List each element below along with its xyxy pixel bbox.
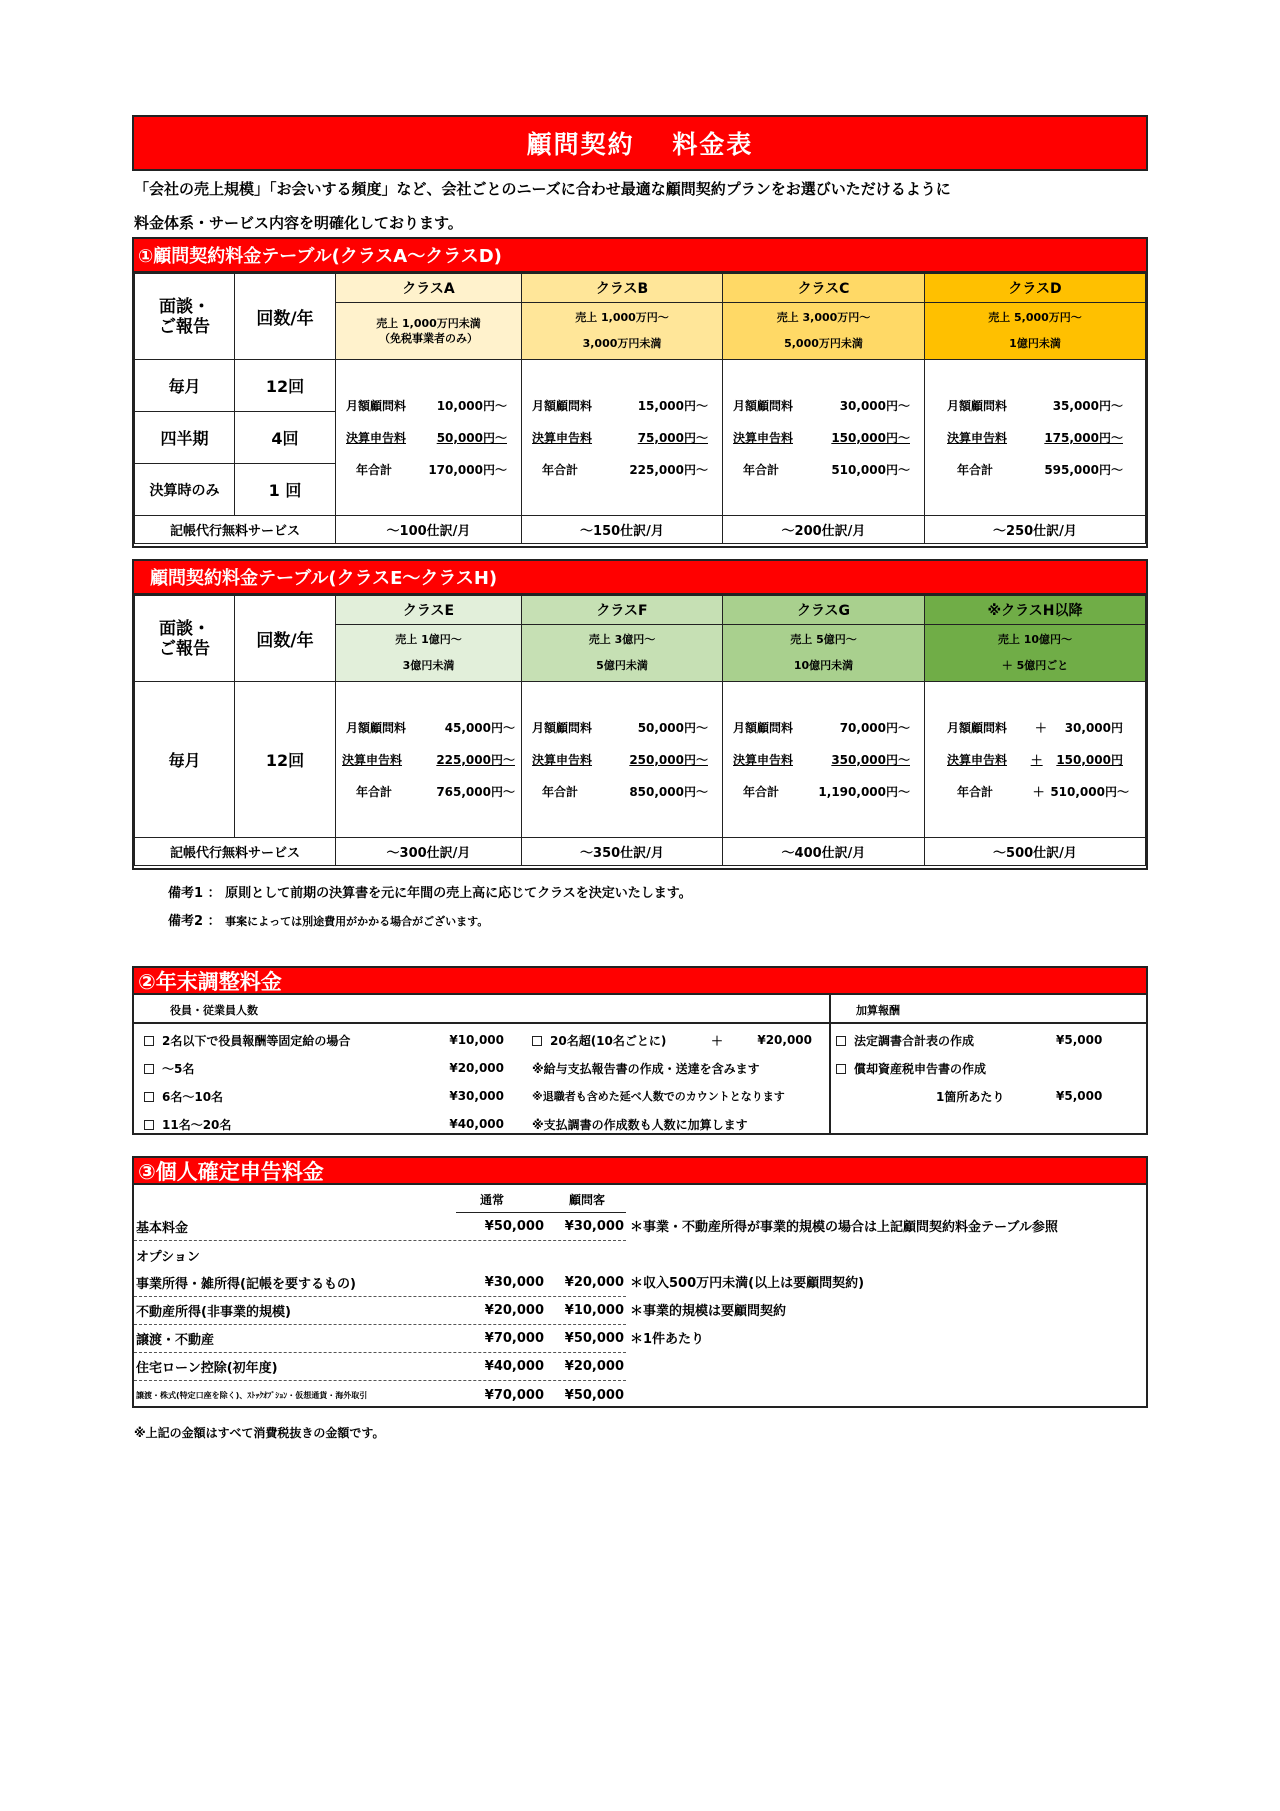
year-end-section [132,966,1148,1135]
class-g-range [723,625,925,682]
class-a-range-1: 売上 1,000万円未満 [376,317,481,330]
row-note: ＊収入500万円未満(以上は要顧問契約) [630,1276,865,1291]
class-f-range-1: 売上 3億円～ [588,633,656,646]
extra-label: 20名超(10名ごとに) [550,1033,667,1048]
row-name: 不動産所得(非事業的規模) [136,1305,291,1320]
annual-total-label: 年合計 [957,462,994,477]
class-g-settlement: 350,000円～ [831,752,910,767]
row-note: ＊1件あたり [630,1332,705,1347]
settlement-fee-label: 決算申告料 [532,430,593,445]
class-a-annual: 170,000円～ [428,462,507,477]
monthly-fee-label: 月額顧問料 [532,398,593,413]
settlement-fee-label: 決算申告料 [342,752,403,767]
individual-header-row [134,1185,1146,1213]
class-f-settlement: 250,000円～ [629,752,708,767]
class-d-settlement: 175,000円～ [1044,430,1123,445]
class-e-range-2: 3億円未満 [402,659,455,672]
individual-row [134,1381,626,1409]
item-price: ¥20,000 [449,1061,504,1075]
annual-total-label: 年合計 [542,462,579,477]
plus-sign: ＋ [1034,720,1047,735]
monthly-fee-label: 月額顧問料 [346,720,407,735]
class-c-prices [723,360,925,516]
row-name: 基本料金 [136,1221,189,1236]
tax-exclusive-note: ※上記の金額はすべて消費税抜きの金額です。 [134,1426,385,1440]
col-meeting-header: 面談・ ご報告 [135,596,235,682]
class-g-service: ～400仕訳/月 [723,838,925,866]
class-h-range-2: ＋ 5億円ごと [1001,659,1069,672]
remark-2 [168,910,488,929]
year-end-note: ※退職者も含めた延べ人数でのカウントとなります [532,1090,785,1103]
class-h-range-1: 売上 10億円～ [997,633,1073,646]
class-e-settlement: 225,000円～ [436,752,515,767]
page-title [132,115,1148,171]
row-client-price: ¥50,000 [564,1387,624,1403]
checkbox-icon[interactable] [836,1064,846,1074]
item-label: 2名以下で役員報酬等固定給の場合 [162,1033,351,1048]
year-end-items [144,1026,824,1138]
fee-table-a-d-title: ①顧問契約料金テーブル(クラスA～クラスD) [134,239,1146,273]
class-b-prices [522,360,723,516]
class-g-range-2: 10億円未満 [793,659,854,672]
freq-monthly-label: 毎月 [135,682,235,838]
class-h-service: ～500仕訳/月 [925,838,1146,866]
item-label: 6名～10名 [162,1089,224,1104]
row-client-price: ¥50,000 [564,1331,624,1346]
additional-label: 償却資産税申告書の作成 [854,1061,987,1076]
class-e-range [336,625,522,682]
intro-line-1: 「会社の売上規模」「お会いする頻度」など、会社ごとのニーズに合わせ最適な顧問契約プランをお選びいただけるように [134,180,951,198]
class-c-range-2: 5,000万円未満 [784,337,863,350]
class-h-annual: 510,000円～ [1050,784,1129,799]
row-client-price: ¥10,000 [564,1303,624,1318]
col-count-header: 回数/年 [235,274,336,360]
item-price: ¥30,000 [449,1089,504,1103]
remark-2-text: 事案によっては別途費用がかかる場合がございます。 [225,915,489,928]
class-e-service: ～300仕訳/月 [336,838,522,866]
class-d-name: クラスD [925,274,1146,303]
year-end-header-row [134,995,1146,1024]
individual-row [134,1325,626,1353]
class-f-name: クラスF [522,596,723,625]
monthly-fee-label: 月額顧問料 [532,720,593,735]
checkbox-icon[interactable] [144,1064,154,1074]
row-normal-price: ¥30,000 [484,1275,544,1290]
class-c-annual: 510,000円～ [831,462,910,477]
class-c-service: ～200仕訳/月 [723,516,925,544]
freq-quarterly-count: 4回 [235,412,336,464]
class-e-prices [336,682,522,838]
freq-monthly-count: 12回 [235,360,336,412]
row-normal-price: ¥20,000 [484,1303,544,1318]
additional-item [836,1026,1136,1054]
item-price: ¥10,000 [449,1033,504,1047]
class-h-monthly: 30,000円 [1064,720,1123,735]
row-client-price: ¥20,000 [564,1275,624,1290]
class-g-name: クラスG [723,596,925,625]
plus-sign: ＋ [1030,752,1043,767]
class-d-service: ～250仕訳/月 [925,516,1146,544]
class-f-monthly: 50,000円～ [637,720,708,735]
class-b-range-1: 売上 1,000万円～ [575,311,669,324]
fee-table-a-d [132,237,1148,548]
freq-monthly-count: 12回 [235,682,336,838]
class-f-range-2: 5億円未満 [596,659,648,672]
item-label: ～5名 [162,1061,195,1076]
class-c-range-1: 売上 3,000万円～ [776,311,871,324]
class-d-range-2: 1億円未満 [1009,337,1061,350]
bookkeeping-service-label: 記帳代行無料サービス [135,838,336,866]
class-b-monthly: 15,000円～ [637,398,708,413]
class-h-range [925,625,1146,682]
class-d-annual: 595,000円～ [1044,462,1123,477]
class-g-monthly: 70,000円～ [839,720,910,735]
class-a-service: ～100仕訳/月 [336,516,522,544]
settlement-fee-label: 決算申告料 [346,430,407,445]
class-g-prices [723,682,925,838]
class-a-prices [336,360,522,516]
fee-table-e-h [132,559,1148,870]
page-title-text: 顧問契約 料金表 [526,130,754,159]
individual-tax-title: ③個人確定申告料金 [134,1158,1146,1185]
class-c-monthly: 30,000円～ [839,398,910,413]
class-h-name: ※クラスH以降 [925,596,1146,625]
row-normal-price: ¥70,000 [484,1331,544,1346]
row-name: 譲渡・株式(特定口座を除く)、ｽﾄｯｸｵﾌﾟｼｮﾝ・仮想通貨・海外取引 [136,1390,368,1400]
bookkeeping-service-label: 記帳代行無料サービス [135,516,336,544]
class-d-prices [925,360,1146,516]
class-d-range-1: 売上 5,000万円～ [988,311,1082,324]
checkbox-icon[interactable] [836,1036,846,1046]
annual-total-label: 年合計 [743,462,780,477]
class-c-name: クラスC [723,274,925,303]
class-g-annual: 1,190,000円～ [818,784,910,799]
annual-total-label: 年合計 [542,784,579,799]
class-e-range-1: 売上 1億円～ [395,633,462,646]
monthly-fee-label: 月額顧問料 [346,398,407,413]
row-normal-price: ¥50,000 [484,1219,544,1234]
remark-1 [168,882,692,901]
class-d-monthly: 35,000円～ [1052,398,1123,413]
per-location-row [836,1082,1136,1110]
row-name: 住宅ローン控除(初年度) [136,1361,278,1376]
item-price: ¥40,000 [449,1117,504,1131]
col-client-header: 顧問客 [568,1193,605,1207]
row-name: オプション [136,1249,200,1265]
class-e-annual: 765,000円～ [436,784,515,799]
class-a-name: クラスA [336,274,522,303]
class-h-prices [925,682,1146,838]
remark-2-label: 備考2 ： [168,914,221,929]
class-b-service: ～150仕訳/月 [522,516,723,544]
row-normal-price: ¥40,000 [484,1359,544,1374]
class-b-name: クラスB [522,274,723,303]
annual-total-label: 年合計 [356,784,393,799]
class-e-name: クラスE [336,596,522,625]
monthly-fee-label: 月額顧問料 [733,398,794,413]
year-end-note: ※給与支払報告書の作成・送達を含みます [532,1061,760,1076]
annual-total-label: 年合計 [957,784,994,799]
year-end-title: ②年末調整料金 [134,968,1146,995]
per-location-price: ¥5,000 [1056,1089,1103,1103]
class-a-range-2: （免税事業者のみ） [379,332,478,345]
additional-item [836,1054,1136,1082]
row-client-price: ¥20,000 [564,1359,624,1374]
additional-fee-header: 加算報酬 [856,1004,900,1017]
year-end-item [144,1082,824,1110]
annual-total-label: 年合計 [743,784,780,799]
per-location-label: 1箇所あたり [936,1089,1005,1104]
fee-table-e-h-title: 顧問契約料金テーブル(クラスE～クラスH) [134,561,1146,595]
plus-sign: ＋ [710,1033,723,1048]
year-end-note: ※支払調書の作成数も人数に加算します [532,1117,748,1132]
checkbox-icon[interactable] [532,1036,542,1046]
row-note: ＊事業・不動産所得が事業的規模の場合は上記顧問契約料金テーブル参照 [630,1220,1058,1235]
checkbox-icon[interactable] [144,1120,154,1130]
item-label: 11名～20名 [162,1117,232,1132]
class-e-monthly: 45,000円～ [444,720,515,735]
freq-settlement-label: 決算時のみ [135,464,235,516]
class-h-settlement: 150,000円 [1056,752,1123,767]
col-meeting-header: 面談・ ご報告 [135,274,235,360]
additional-price: ¥5,000 [1056,1033,1103,1047]
individual-row [134,1213,626,1241]
staff-count-header: 役員・従業員人数 [170,1004,258,1017]
fee-table-a-d-grid [134,273,1146,544]
class-a-monthly: 10,000円～ [436,398,507,413]
checkbox-icon[interactable] [144,1092,154,1102]
col-count-header: 回数/年 [235,596,336,682]
checkbox-icon[interactable] [144,1036,154,1046]
row-note: ＊事業的規模は要顧問契約 [630,1304,787,1319]
class-b-range [522,303,723,360]
extra-price: ¥20,000 [757,1033,812,1047]
monthly-fee-label: 月額顧問料 [947,398,1008,413]
individual-row [134,1297,626,1325]
additional-fee-items [836,1026,1136,1110]
class-b-range-2: 3,000万円未満 [582,337,662,350]
class-f-range [522,625,723,682]
freq-settlement-count: 1 回 [235,464,336,516]
row-name: 譲渡・不動産 [136,1333,215,1348]
monthly-fee-label: 月額顧問料 [733,720,794,735]
class-f-annual: 850,000円～ [629,784,708,799]
settlement-fee-label: 決算申告料 [733,430,794,445]
individual-row [134,1353,626,1381]
fee-table-e-h-grid [134,595,1146,866]
row-name: 事業所得・雑所得(記帳を要するもの) [136,1277,356,1292]
col-normal-header: 通常 [479,1193,504,1207]
class-c-settlement: 150,000円～ [831,430,910,445]
intro-line-2: 料金体系・サービス内容を明確化しております。 [134,214,463,232]
freq-quarterly-label: 四半期 [135,412,235,464]
class-g-range-1: 売上 5億円～ [790,633,857,646]
annual-total-label: 年合計 [356,462,393,477]
additional-label: 法定調書合計表の作成 [854,1033,975,1048]
class-a-settlement: 50,000円～ [436,430,507,445]
plus-sign: ＋ [1032,784,1045,799]
individual-rows [134,1213,626,1409]
remark-1-label: 備考1 ： [168,886,221,901]
row-normal-price: ¥70,000 [484,1387,544,1403]
class-b-annual: 225,000円～ [629,462,708,477]
settlement-fee-label: 決算申告料 [947,430,1008,445]
year-end-item [144,1026,824,1054]
individual-row [134,1269,626,1297]
individual-tax-section [132,1156,1148,1408]
freq-monthly-label: 毎月 [135,360,235,412]
settlement-fee-label: 決算申告料 [532,752,593,767]
year-end-item [144,1110,824,1138]
class-c-range [723,303,925,360]
row-client-price: ¥30,000 [564,1219,624,1234]
individual-row [134,1241,626,1269]
settlement-fee-label: 決算申告料 [733,752,794,767]
monthly-fee-label: 月額顧問料 [947,720,1008,735]
settlement-fee-label: 決算申告料 [947,752,1008,767]
year-end-item [144,1054,824,1082]
class-f-prices [522,682,723,838]
class-d-range [925,303,1146,360]
remark-1-text: 原則として前期の決算書を元に年間の売上高に応じてクラスを決定いたします。 [225,886,692,901]
class-a-range [336,303,522,360]
class-f-service: ～350仕訳/月 [522,838,723,866]
class-b-settlement: 75,000円～ [637,430,708,445]
